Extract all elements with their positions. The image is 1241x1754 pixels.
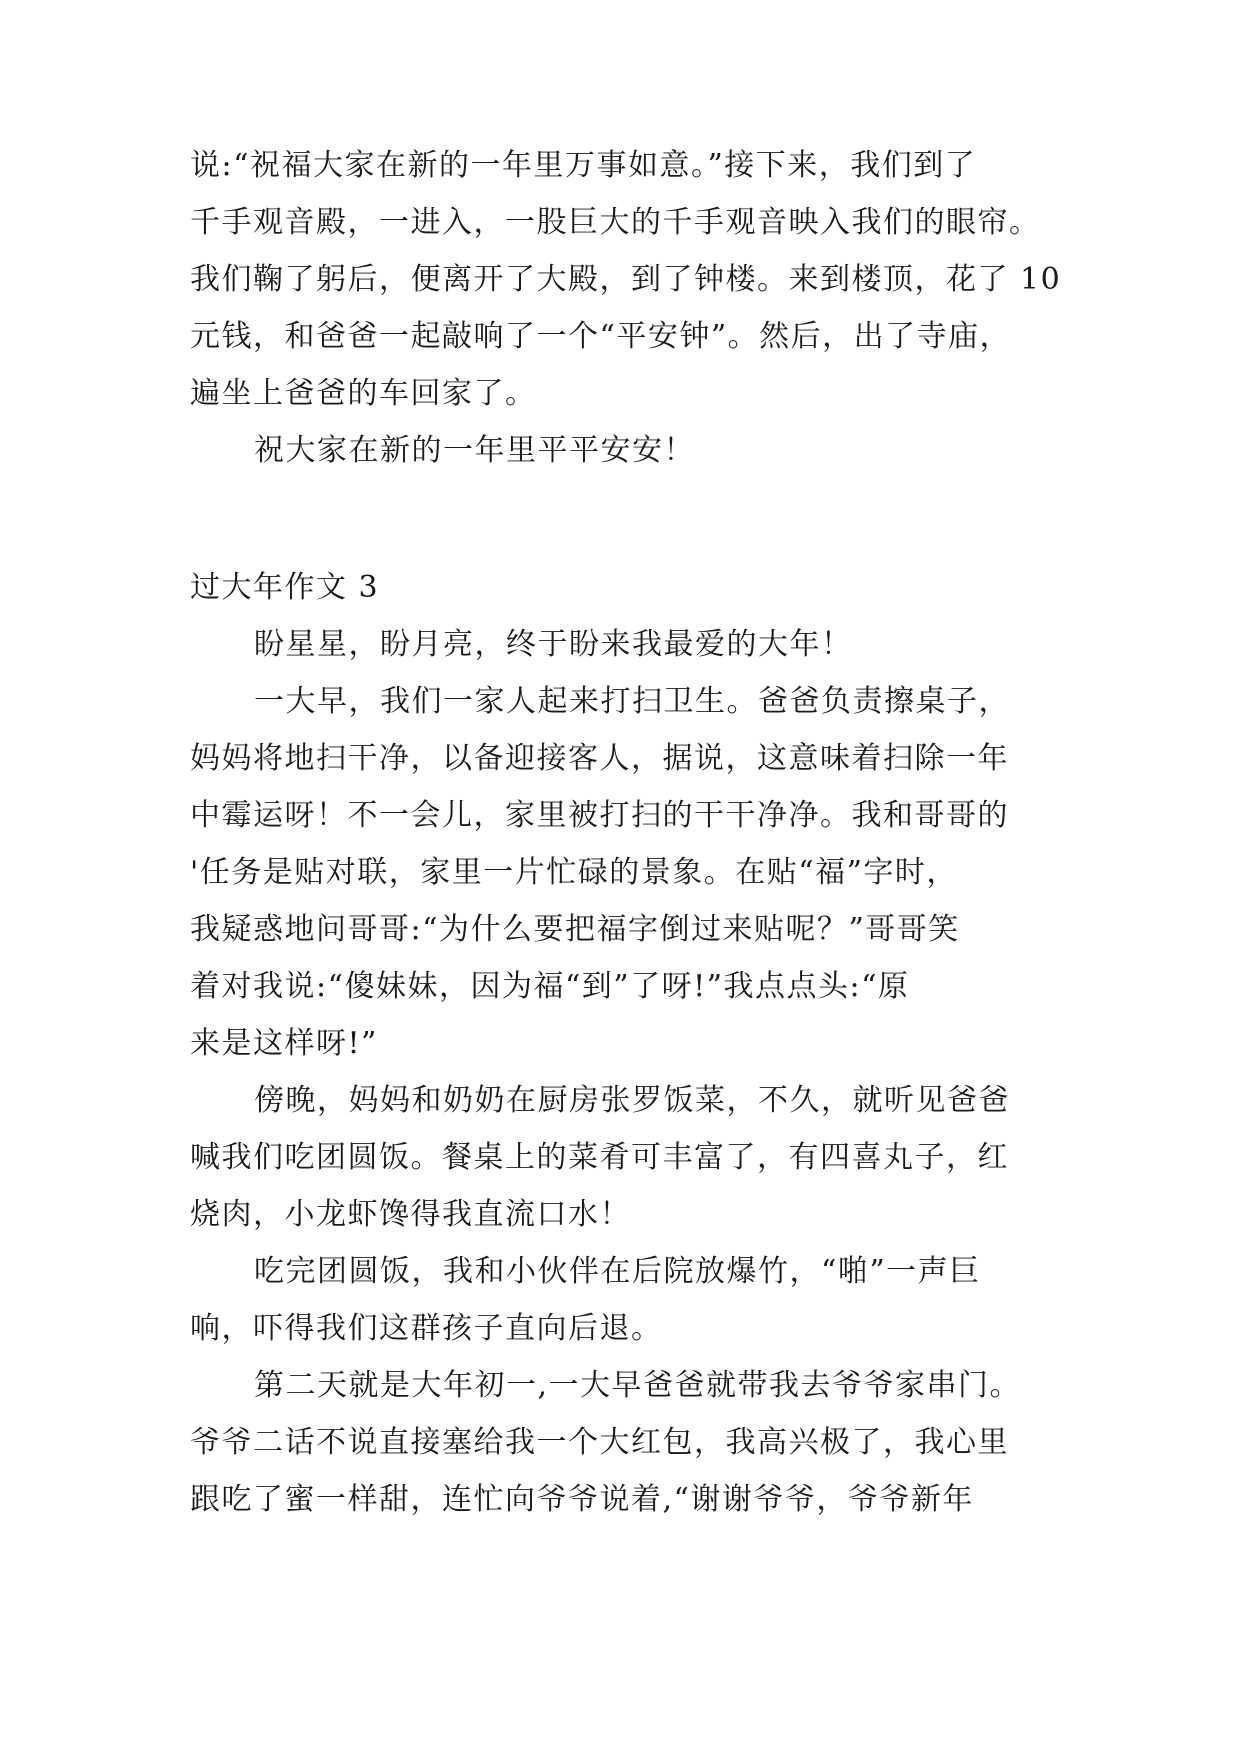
- text-line: 元钱，和爸爸一起敲响了一个“平安钟”。然后，出了寺庙，: [190, 319, 1012, 354]
- text-line: 第二天就是大年初一,一大早爸爸就带我去爷爷家串门。: [254, 1368, 1022, 1403]
- text-line: 千手观音殿，一进入，一股巨大的千手观音映入我们的眼帘。: [190, 205, 1041, 240]
- text-line: 我们鞠了躬后，便离开了大殿，到了钟楼。来到楼顶，花了 10: [190, 262, 1062, 297]
- text-line: 爷爷二话不说直接塞给我一个大红包，我高兴极了，我心里: [190, 1425, 1009, 1460]
- text-line: 中霉运呀！不一会儿，家里被打扫的干干净净。我和哥哥的: [190, 798, 1009, 833]
- text-line: 吃完团圆饭，我和小伙伴在后院放爆竹，“啪”一声巨: [254, 1254, 981, 1289]
- text-line: '任务是贴对联，家里一片忙碌的景象。在贴“福”字时，: [190, 855, 958, 890]
- text-line: 盼星星，盼月亮，终于盼来我最爱的大年！: [254, 627, 853, 662]
- text-line: 烧肉，小龙虾馋得我直流口水！: [190, 1197, 631, 1232]
- text-line: 喊我们吃团圆饭。餐桌上的菜肴可丰富了，有四喜丸子，红: [190, 1140, 1009, 1175]
- text-line: 响，吓得我们这群孩子直向后退。: [190, 1311, 663, 1346]
- text-line: 一大早，我们一家人起来打扫卫生。爸爸负责擦桌子，: [254, 684, 1010, 719]
- text-line: 跟吃了蜜一样甜，连忙向爷爷说着,“谢谢爷爷，爷爷新年: [190, 1482, 974, 1517]
- text-line: 来是这样呀!”: [190, 1026, 378, 1061]
- text-line: 傍晚，妈妈和奶奶在厨房张罗饭菜，不久，就听见爸爸: [254, 1083, 1010, 1118]
- section-heading: 过大年作文 3: [190, 570, 380, 605]
- text-line: 着对我说:“傻妹妹，因为福“到”了呀!”我点点头:“原: [190, 969, 910, 1004]
- text-line: 我疑惑地问哥哥:“为什么要把福字倒过来贴呢？”哥哥笑: [190, 912, 960, 947]
- text-line: 说:“祝福大家在新的一年里万事如意。”接下来，我们到了: [190, 148, 977, 183]
- text-line: 遍坐上爸爸的车回家了。: [190, 376, 537, 411]
- text-line: 妈妈将地扫干净，以备迎接客人，据说，这意味着扫除一年: [190, 741, 1009, 776]
- text-line: 祝大家在新的一年里平平安安！: [254, 433, 695, 468]
